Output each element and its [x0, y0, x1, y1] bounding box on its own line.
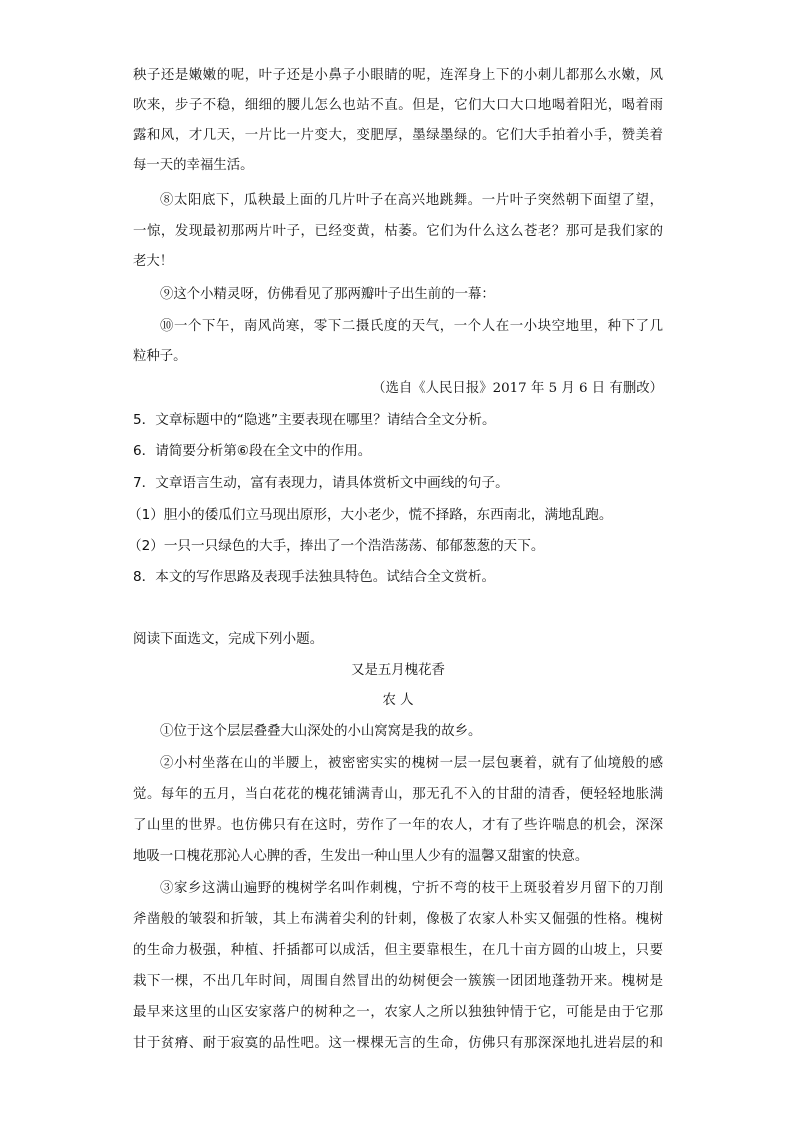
passage1-line: 每一天的幸福生活。 — [133, 158, 254, 173]
paragraph-10-line: ⑩一个下午，南风尚寒，零下二摄氏度的天气，一个人在一小块空地里，种下了几 — [160, 319, 663, 334]
passage2-title: 又是五月槐花香 — [351, 663, 445, 678]
question-6: 6．请简要分析第⑥段在全文中的作用。 — [133, 443, 372, 459]
paragraph-9: ⑨这个小精灵呀，仿佛看见了那两瓣叶子出生前的一幕： — [160, 287, 495, 302]
question-7: 7．文章语言生动，富有表现力，请具体赏析文中画线的句子。 — [133, 475, 509, 491]
paragraph-8-line: ⑧太阳底下，瓜秧最上面的几片叶子在高兴地跳舞。一片叶子突然朝下面望了望， — [160, 193, 663, 208]
passage2-paragraph-3-line: 斧凿般的皱裂和折皱，其上布满着尖利的针刺，像极了农家人朴实又倔强的性格。槐树 — [133, 912, 663, 927]
passage2-paragraph-1: ①位于这个层层叠叠大山深处的小山窝窝是我的故乡。 — [160, 724, 482, 739]
passage2-paragraph-2-line: ②小村坐落在山的半腰上，被密密实实的槐树一层一层包裹着，就有了仙境般的感 — [160, 756, 663, 771]
passage1-line: 露和风，才几天，一片比一片变大，变肥厚，墨绿墨绿的。它们大手拍着小手，赞美着 — [133, 128, 663, 143]
passage2-author: 农 人 — [382, 693, 414, 708]
passage2-paragraph-3-line: 的生命力极强，种植、扦插都可以成活，但主要靠根生，在几十亩方圆的山坡上，只要 — [133, 943, 663, 958]
passage2-paragraph-3-line: 甘于贫瘠、耐于寂寞的品性吧。这一棵棵无言的生命，仿佛只有那深深地扎进岩层的和 — [133, 1036, 663, 1051]
question-5: 5．文章标题中的“隐逃”主要表现在哪里？请结合全文分析。 — [133, 412, 496, 428]
question-8: 8．本文的写作思路及表现手法独具特色。试结合全文赏析。 — [133, 569, 496, 585]
passage2-paragraph-2-line: 觉。每年的五月，当白花花的槐花铺满青山，那无孔不入的甘甜的清香，便轻轻地胀满 — [133, 787, 663, 802]
paragraph-8-line: 一惊，发现最初那两片叶子，已经变黄，枯萎。它们为什么这么苍老？那可是我们家的 — [133, 224, 663, 239]
passage2-paragraph-3-line: 栽下一棵，不出几年时间，周围自然冒出的幼树便会一簇簇一团团地蓬勃开来。槐树是 — [133, 974, 663, 989]
passage2-paragraph-2-line: 了山里的世界。也仿佛只有在这时，劳作了一年的农人，才有了些许喘息的机会，深深 — [133, 818, 663, 833]
passage2-paragraph-3-line: 最早来这里的山区安家落户的树种之一，农家人之所以独独钟情于它，可能是由于它那 — [133, 1005, 663, 1020]
reading-instruction: 阅读下面选文，完成下列小题。 — [133, 631, 324, 647]
paragraph-10-line: 粒种子。 — [133, 349, 187, 364]
source-citation: （选自《人民日报》2017 年 5 月 6 日 有删改） — [372, 381, 663, 396]
question-7-sub-2: （2）一只一只绿色的大手，捧出了一个浩浩荡荡、郁郁葱葱的天下。 — [128, 538, 545, 554]
question-7-sub-1: （1）胆小的倭瓜们立马现出原形，大小老少，慌不择路，东西南北，满地乱跑。 — [128, 507, 613, 523]
paragraph-8-line: 老大！ — [133, 254, 174, 269]
passage1-line: 吹来，步子不稳，细细的腰儿怎么也站不直。但是，它们大口大口地喝着阳光，喝着雨 — [133, 98, 663, 113]
passage2-paragraph-2-line: 地吸一口槐花那沁人心脾的香，生发出一种山里人少有的温馨又甜蜜的快意。 — [133, 849, 589, 864]
passage2-paragraph-3-line: ③家乡这满山遍野的槐树学名叫作刺槐，宁折不弯的枝干上斑驳着岁月留下的刀削 — [160, 881, 663, 896]
passage1-line: 秧子还是嫩嫩的呢，叶子还是小鼻子小眼睛的呢，连浑身上下的小刺儿都那么水嫩，风 — [133, 68, 663, 83]
